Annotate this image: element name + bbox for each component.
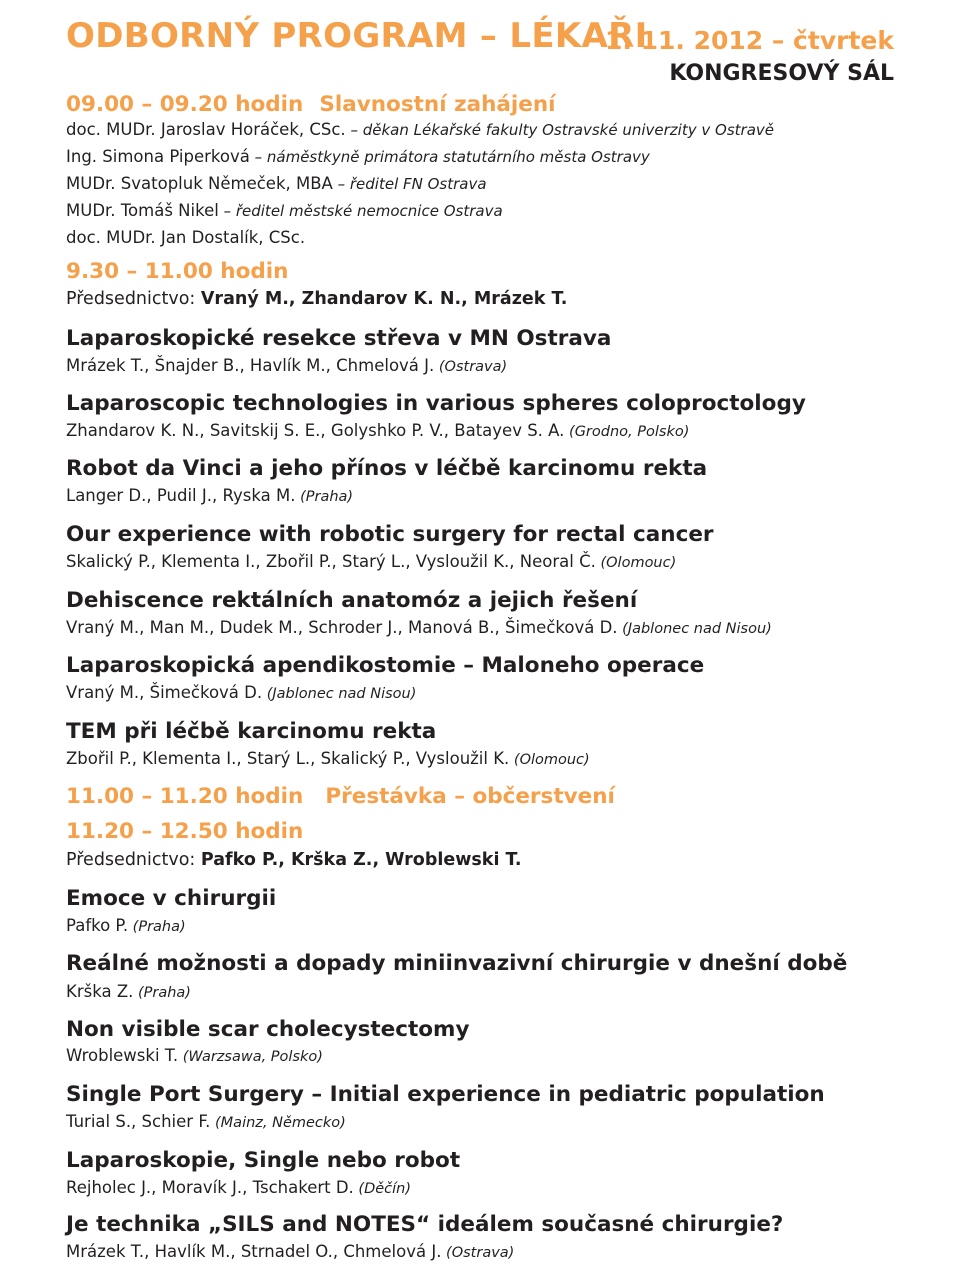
opening-time: 09.00 – 09.20 hodin xyxy=(66,92,304,117)
talk-place: (Olomouc) xyxy=(509,752,590,768)
authors-names: Zbořil P., Klementa I., Starý L., Skalický P., Vysloužil K. xyxy=(66,749,510,768)
authors-names: Pafko P. xyxy=(66,916,129,935)
talk-title: Non visible scar cholecystectomy xyxy=(66,1017,470,1042)
authors-names: Krška Z. xyxy=(66,982,134,1001)
authors-names: Mrázek T., Šnajder B., Havlík M., Chmelová J. xyxy=(66,356,435,375)
authors-names: Wroblewski T. xyxy=(66,1046,179,1065)
talk-authors xyxy=(66,982,191,1001)
talk-place: (Jablonec nad Nisou) xyxy=(617,621,772,637)
break-label: Přestávka – občerstvení xyxy=(325,784,615,809)
talk-authors xyxy=(66,356,507,375)
talk-title: Je technika „SILS and NOTES“ ideálem současné chirurgie? xyxy=(66,1212,784,1237)
talk-title: TEM při léčbě karcinomu rekta xyxy=(66,719,437,744)
talk-title: Laparoskopické resekce střeva v MN Ostrava xyxy=(66,326,612,351)
chair-names: Pafko P., Krška Z., Wroblewski T. xyxy=(200,850,522,870)
talk-title: Laparoscopic technologies in various spheres coloproctology xyxy=(66,391,806,416)
talk-place: (Praha) xyxy=(295,489,354,505)
talk-place: (Warzsawa, Polsko) xyxy=(178,1049,323,1065)
authors-names: Vraný M., Šimečková D. xyxy=(66,683,263,702)
speaker-name: doc. MUDr. Jaroslav Horáček, CSc. xyxy=(66,120,346,139)
talk-title: Our experience with robotic surgery for rectal cancer xyxy=(66,522,714,547)
opening-speaker xyxy=(66,201,503,220)
talk-place: (Děčín) xyxy=(353,1181,411,1197)
authors-names: Langer D., Pudil J., Ryska M. xyxy=(66,486,296,505)
speaker-role: – děkan Lékařské fakulty Ostravské univerzity v Ostravě xyxy=(345,121,774,139)
session1-time: 9.30 – 11.00 hodin xyxy=(66,259,289,284)
talk-place: (Grodno, Polsko) xyxy=(564,424,690,440)
opening-speaker xyxy=(66,228,305,247)
talk-authors xyxy=(66,1046,323,1065)
talk-title: Reálné možnosti a dopady miniinvazivní chirurgie v dnešní době xyxy=(66,951,848,976)
chair-label: Předsednictvo: xyxy=(66,289,201,309)
break-time: 11.00 – 11.20 hodin xyxy=(66,784,304,809)
talk-place: (Jablonec nad Nisou) xyxy=(262,686,417,702)
chair-label: Předsednictvo: xyxy=(66,850,201,870)
talk-title: Dehiscence rektálních anatomóz a jejich řešení xyxy=(66,588,638,613)
opening-speaker xyxy=(66,120,774,139)
opening-session-heading xyxy=(66,92,556,117)
talk-authors xyxy=(66,1242,514,1261)
opening-speaker xyxy=(66,147,650,166)
talk-title: Emoce v chirurgii xyxy=(66,886,277,911)
talk-place: (Olomouc) xyxy=(595,555,677,571)
talk-authors xyxy=(66,486,353,505)
talk-authors xyxy=(66,683,416,702)
break-heading xyxy=(66,784,615,809)
authors-names: Rejholec J., Moravík J., Tschakert D. xyxy=(66,1178,354,1197)
talk-place: (Mainz, Německo) xyxy=(210,1115,346,1131)
talk-authors xyxy=(66,421,689,440)
speaker-role: – ředitel FN Ostrava xyxy=(332,175,487,193)
talk-place: (Praha) xyxy=(133,985,191,1001)
talk-authors xyxy=(66,749,590,768)
authors-names: Vraný M., Man M., Dudek M., Schroder J., Manová B., Šimečková D. xyxy=(66,618,618,637)
venue-label: KONGRESOVÝ SÁL xyxy=(669,61,894,86)
talk-title: Robot da Vinci a jeho přínos v léčbě karcinomu rekta xyxy=(66,456,708,481)
speaker-name: MUDr. Tomáš Nikel xyxy=(66,201,219,220)
talk-authors xyxy=(66,552,676,571)
authors-names: Skalický P., Klementa I., Zbořil P., Starý L., Vysloužil K., Neoral Č. xyxy=(66,552,596,571)
authors-names: Mrázek T., Havlík M., Strnadel O., Chmelová J. xyxy=(66,1242,442,1261)
speaker-name: MUDr. Svatopluk Němeček, MBA xyxy=(66,174,333,193)
talk-title: Laparoskopická apendikostomie – Maloneho operace xyxy=(66,653,705,678)
session2-time: 11.20 – 12.50 hodin xyxy=(66,819,304,844)
authors-names: Turial S., Schier F. xyxy=(66,1112,211,1131)
program-date: 1. 11. 2012 – čtvrtek xyxy=(604,26,894,55)
speaker-name: doc. MUDr. Jan Dostalík, CSc. xyxy=(66,228,306,247)
talk-place: (Ostrava) xyxy=(434,359,508,375)
talk-authors xyxy=(66,618,772,637)
talk-place: (Praha) xyxy=(128,919,186,935)
authors-names: Zhandarov K. N., Savitskij S. E., Golyshko P. V., Batayev S. A. xyxy=(66,421,565,440)
speaker-role: – náměstkyně primátora statutárního města Ostravy xyxy=(249,148,650,166)
session2-chairs xyxy=(66,850,521,870)
talk-title: Single Port Surgery – Initial experience in pediatric population xyxy=(66,1082,825,1107)
opening-speaker xyxy=(66,174,487,193)
page-title: ODBORNÝ PROGRAM – LÉKAŘI xyxy=(66,16,648,56)
chair-names: Vraný M., Zhandarov K. N., Mrázek T. xyxy=(200,289,568,309)
speaker-role: – ředitel městské nemocnice Ostrava xyxy=(218,202,503,220)
talk-authors xyxy=(66,1178,411,1197)
session1-chairs xyxy=(66,289,567,309)
talk-place: (Ostrava) xyxy=(441,1245,515,1261)
talk-authors xyxy=(66,1112,346,1131)
talk-title: Laparoskopie, Single nebo robot xyxy=(66,1148,461,1173)
talk-authors xyxy=(66,916,186,935)
opening-label: Slavnostní zahájení xyxy=(319,92,556,117)
speaker-name: Ing. Simona Piperková xyxy=(66,147,250,166)
